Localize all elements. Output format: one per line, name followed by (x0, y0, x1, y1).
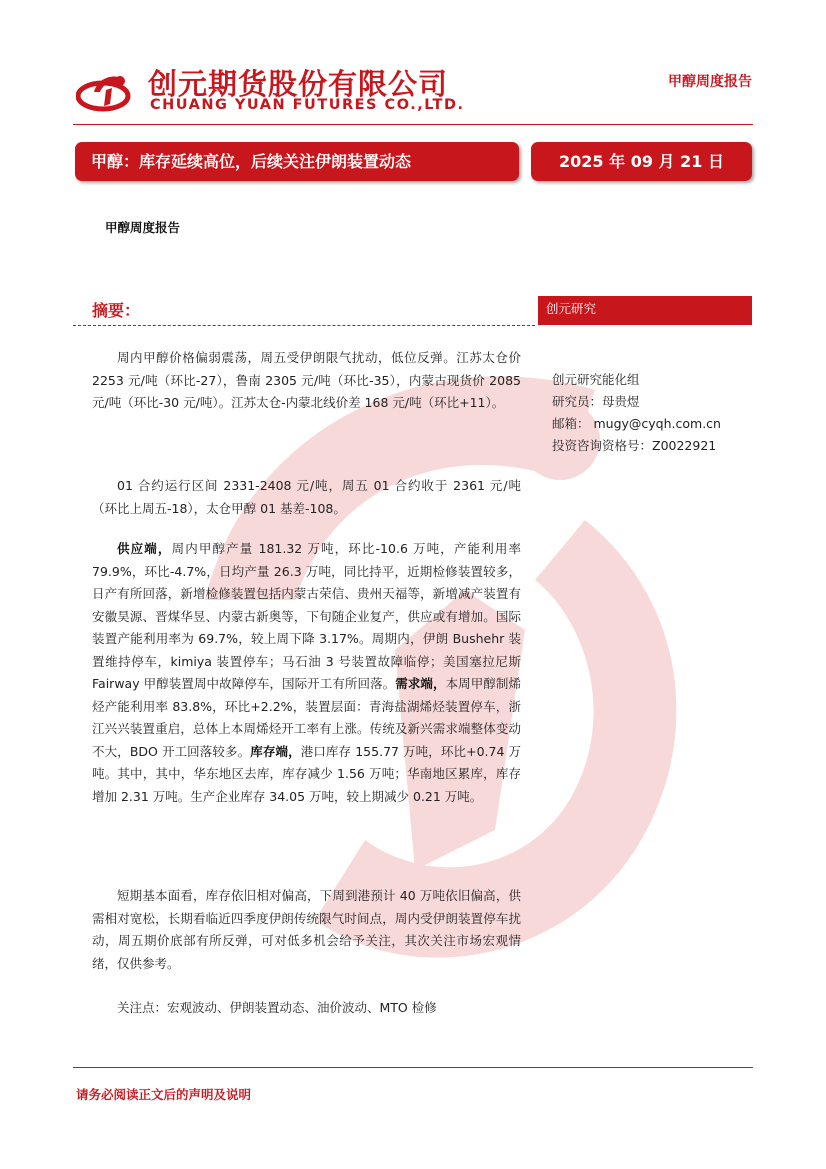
researcher-name: 研究员：母贵煜 (552, 394, 640, 409)
summary-paragraph-fundamentals (92, 538, 521, 808)
header-divider (73, 124, 753, 125)
sidebar-header: 创元研究 (538, 296, 752, 325)
demand-text: 本周甲醇制烯烃产能利用率 83.8%，环比+2.2%，装置层面：青海盐湖烯烃装置停车，浙江兴兴装置重启，总体上本周烯烃开工率有上涨。传统及新兴需求端整体变动不大，BDO 开工回落较多。 (92, 676, 521, 759)
summary-paragraph-futures: 01 合约运行区间 2331-2408 元/吨，周五 01 合约收于 2361 元/吨（环比上周五-18），太仓甲醇 01 基差-108。 (92, 478, 521, 516)
stock-text: 港口库存 155.77 万吨，环比+0.74 万吨。其中，其中，华东地区去库，库存减少 1.56 万吨；华南地区累库，库存增加 2.31 万吨。生产企业库存 34.05 万吨，较上期减少 0.21 万吨。 (92, 743, 522, 804)
summary-paragraph-price: 周内甲醇价格偏弱震荡，周五受伊朗限气扰动，低位反弹。江苏太仓价 2253 元/吨（环比-27），鲁南 2305 元/吨（环比-35），内蒙古现货价 2085 元/吨（环比-30 元/吨）。江苏太仓-内蒙北线价差 168 元/吨（环比+11）。 (92, 350, 521, 410)
company-name-cn: 创元期货股份有限公司 (148, 67, 449, 101)
demand-label: 需求端， (395, 676, 446, 691)
company-logo-icon (76, 70, 134, 114)
stock-label: 库存端， (250, 743, 301, 759)
company-name-en: CHUANG YUAN FUTURES CO.,LTD. (150, 97, 465, 113)
summary-paragraph-focus: 关注点：宏观波动、伊朗装置动态、油价波动、MTO 检修 (117, 1000, 437, 1015)
summary-heading: 摘要： (92, 301, 141, 320)
researcher-email: 邮箱： mugy@cyqh.com.cn (552, 416, 721, 431)
summary-divider (73, 325, 535, 326)
summary-paragraph-outlook: 短期基本面看，库存依旧相对偏高，下周到港预计 40 万吨依旧偏高，供需相对宽松，长期看临近四季度伊朗传统限气时间点，周内受伊朗装置停车扰动，周五期价底部有所反弹，可对低多机会给予关注，其次关注市场宏观情绪，仅供参考。 (92, 888, 521, 971)
supply-text: 周内甲醇产量 181.32 万吨，环比-10.6 万吨，产能利用率 79.9%，环比-4.7%，日均产量 26.3 万吨，同比持平，近期检修装置较多，日产有所回落，新增检修装置包括内蒙古荣信、贵州天福等，新增减产装置有安徽昊源、晋煤华昱、内蒙古新奥等，下旬随企业复产，供应或有增加。国际装置产能利用率为 69.7%，较上周下降 3.17%。周期内，伊朗 Bushehr 装置维持停车，kimiya 装置停车；马石油 3 号装置故障临停；美国塞拉尼斯 Fairway 甲醇装置周中故障停车，国际开工有所回落。 (92, 541, 521, 691)
disclaimer-note: 请务必阅读正文后的声明及说明 (76, 1087, 252, 1102)
research-team: 创元研究能化组 (552, 372, 640, 387)
report-type-label: 甲醇周度报告 (668, 74, 752, 90)
analyst-info (552, 369, 721, 457)
report-title: 甲醇：库存延续高位，后续关注伊朗装置动态 (75, 142, 519, 181)
supply-label: 供应端， (117, 541, 172, 556)
license-number: 投资咨询资格号：Z0022921 (552, 438, 717, 453)
report-date: 2025 年 09 月 21 日 (531, 142, 752, 181)
report-subtype: 甲醇周度报告 (105, 220, 181, 235)
footer-divider (73, 1067, 753, 1068)
